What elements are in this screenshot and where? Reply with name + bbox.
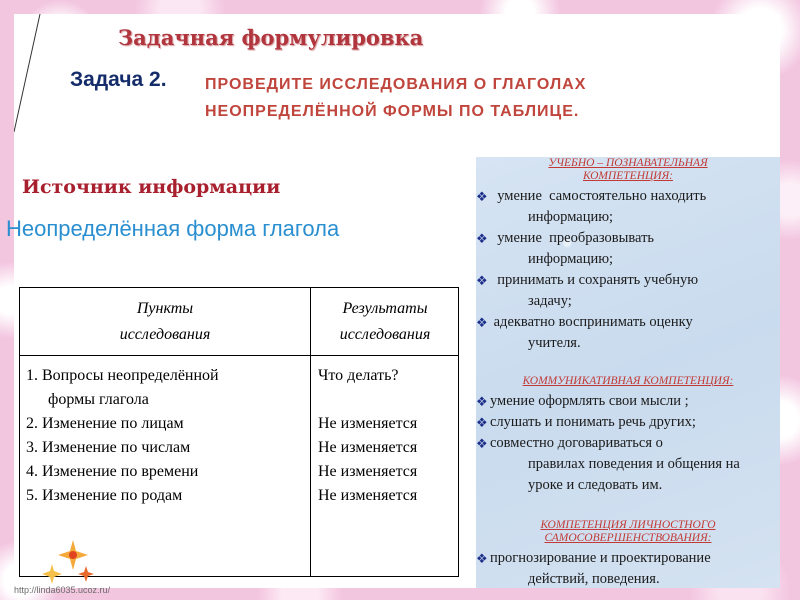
table-header-points-line2: исследования <box>119 326 211 343</box>
diamond-bullet-icon: ❖ <box>476 231 488 246</box>
competency-title: УЧЕБНО – ПОЗНАВАТЕЛЬНАЯ КОМПЕТЕНЦИЯ: <box>548 157 708 182</box>
competency-item <box>476 186 780 228</box>
diamond-bullet-icon: ❖ <box>476 394 488 409</box>
competency-section <box>476 375 780 496</box>
source-subtitle: Неопределённая форма глагола <box>6 216 340 241</box>
table-cell: 3. Изменение по числам <box>26 439 191 456</box>
competencies-box <box>476 157 780 588</box>
table-cell <box>318 388 458 412</box>
competency-item-text: умение преобразовывать <box>490 230 655 246</box>
task-label: Задача 2. <box>70 68 167 91</box>
table-header-points-line1: Пункты <box>136 300 194 317</box>
competency-item <box>476 270 780 312</box>
competency-item-text: адекватно воспринимать оценку <box>490 314 693 330</box>
table-cell: Не изменяется <box>318 463 418 480</box>
competency-item-text: правилах поведения и общения на <box>528 456 740 472</box>
diamond-bullet-icon: ❖ <box>476 551 488 566</box>
competency-item-text: информацию; <box>528 251 614 267</box>
sparkle-star-icon <box>78 566 94 582</box>
competency-item-text: учителя. <box>528 335 581 351</box>
table-points-column <box>26 364 306 508</box>
competency-section <box>476 519 780 590</box>
sparkle-star-icon <box>42 564 62 584</box>
competency-item <box>476 228 780 270</box>
research-table <box>19 287 459 577</box>
competency-list <box>476 391 780 496</box>
diamond-bullet-icon: ❖ <box>476 415 488 430</box>
competency-item <box>476 433 780 496</box>
table-header-divider <box>20 355 458 356</box>
table-cell: 1. Вопросы неопределённой <box>26 367 219 384</box>
competency-item-text: умение оформлять свои мысли ; <box>490 393 689 409</box>
diamond-bullet-icon: ❖ <box>476 189 488 204</box>
table-cell: Не изменяется <box>318 415 418 432</box>
table-cell: 2. Изменение по лицам <box>26 415 184 432</box>
source-url: http://linda6035.ucoz.ru/ <box>14 585 111 595</box>
competency-list <box>476 186 780 354</box>
competency-item-text: совместно договариваться о <box>490 435 663 451</box>
competency-item-text: умение самостоятельно находить <box>490 188 707 204</box>
table-cell: формы глагола <box>48 391 149 408</box>
diamond-bullet-icon: ❖ <box>476 315 488 330</box>
table-header-results-line1: Результаты <box>342 300 428 317</box>
table-header-points <box>20 296 310 348</box>
diamond-bullet-icon: ❖ <box>476 436 488 451</box>
competency-item <box>476 412 780 433</box>
competency-item-text: принимать и сохранять учебную <box>490 272 699 288</box>
competency-item-text: действий, поведения. <box>528 571 660 587</box>
competency-item <box>476 548 780 590</box>
task-text: ПРОВЕДИТЕ ИССЛЕДОВАНИЯ О ГЛАГОЛАХ НЕОПРЕДЕЛЁННОЙ ФОРМЫ ПО ТАБЛИЦЕ. <box>205 76 587 120</box>
table-cell: Что делать? <box>318 367 399 384</box>
competency-item-text: слушать и понимать речь других; <box>490 414 696 430</box>
competency-item <box>476 391 780 412</box>
diamond-bullet-icon: ❖ <box>476 273 488 288</box>
table-results-column <box>318 364 458 508</box>
table-cell: Не изменяется <box>318 439 418 456</box>
competency-item-text: информацию; <box>528 209 614 225</box>
table-cell: 4. Изменение по времени <box>26 463 199 480</box>
competency-item-text: прогнозирование и проектирование <box>490 550 711 566</box>
competency-item-text: задачу; <box>528 293 572 309</box>
slide-heading: Задачная формулировка <box>118 25 424 50</box>
competency-item-text: уроке и следовать им. <box>528 477 663 493</box>
competency-list <box>476 548 780 590</box>
competency-item <box>476 312 780 354</box>
table-cell: Не изменяется <box>318 487 418 504</box>
competency-title: КОММУНИКАТИВНАЯ КОМПЕТЕНЦИЯ: <box>522 375 734 387</box>
table-cell: 5. Изменение по родам <box>26 487 183 504</box>
table-header-results <box>311 296 459 348</box>
competency-title: КОМПЕТЕНЦИЯ ЛИЧНОСТНОГО САМОСОВЕРШЕНСТВОВАНИЯ: <box>540 519 716 544</box>
table-header-results-line2: исследования <box>339 326 431 343</box>
competency-section <box>476 157 780 354</box>
source-title: Источник информации <box>22 176 281 198</box>
